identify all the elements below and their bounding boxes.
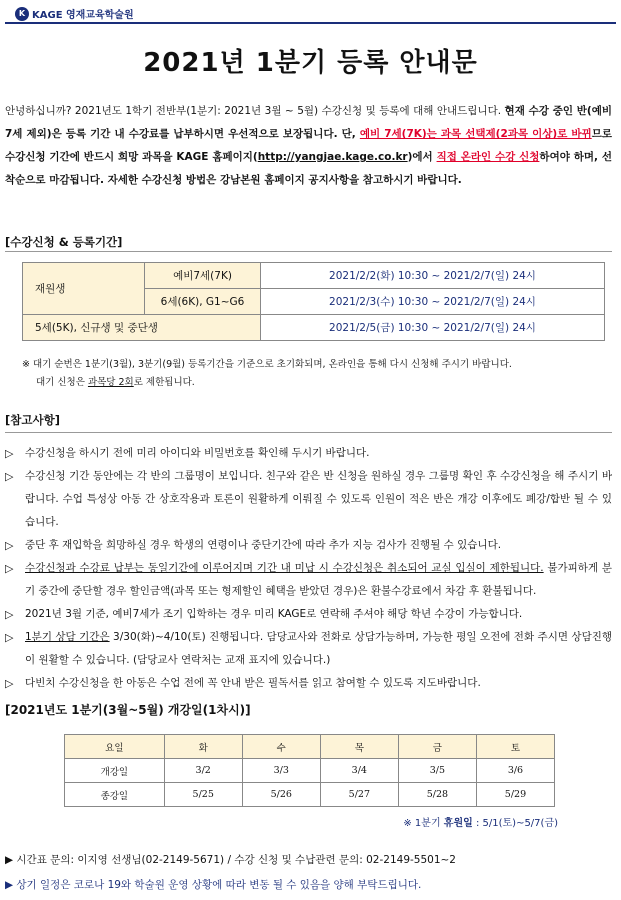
note-line: 대기 신청은 과목당 2회로 제한됩니다.	[36, 377, 195, 388]
intro-priority: 현재 수강 중인 반(예비 7세 제외)은 등록 기간 내 수강료를 납부하시면 우선적으로 보장됩니다. 단,	[5, 105, 612, 140]
group-cell: 예비7세(7K)	[145, 263, 261, 289]
schedule-table	[64, 734, 555, 807]
group-cell: 5세(5K), 신규생 및 중단생	[23, 315, 261, 341]
list-item: ▷ 수강신청 기간 동안에는 각 반의 그룹명이 보입니다. 친구와 같은 반 신청을 원하실 경우 그룹명 확인 후 수강신청을 해 주시기 바랍니다. 수업 특성상 아동 간 상호작용과 토론이 원활하게 이뤄질 수 있도록 인원이 적은 반은 개강 이후에도 폐강/합반 될 수 있습니다.	[5, 465, 612, 534]
note-line: ※ 대기 순번은 1분기(3월), 3분기(9월) 등록기간을 기준으로 초기화되며, 온라인을 통해 다시 신청해 주시기 바랍니다.	[22, 359, 512, 370]
table-row: 개강일 3/2 3/3 3/4 3/5 3/6	[65, 759, 555, 783]
list-item: ▷ 다빈치 수강신청을 한 아동은 수업 전에 꼭 안내 받은 필독서를 읽고 참여할 수 있도록 지도바랍니다.	[5, 672, 612, 695]
period-divider	[5, 251, 612, 252]
page-title: 2021년 1분기 등록 안내문	[143, 48, 478, 78]
holiday-note: ※ 1분기 휴원일 : 5/1(토)~5/7(금)	[403, 818, 558, 829]
table-row: 요일 화 수 목 금 토	[65, 735, 555, 759]
list-item: ▷ 수강신청을 하시기 전에 미리 아이디와 비밀번호를 확인해 두시기 바랍니다.	[5, 442, 612, 465]
intro-greeting: 안녕하십니까? 2021년도 1학기 전반부(1분기: 2021년 3월 ~ 5월) 수강신청 및 등록에 대해 안내드립니다.	[5, 105, 505, 117]
date-cell: 2021/2/3(수) 10:30 ~ 2021/2/7(일) 24시	[261, 289, 605, 315]
list-item: ▷ 2021년 3월 기준, 예비7세가 조기 입학하는 경우 미리 KAGE로 연락해 주셔야 해당 학년 수강이 가능합니다.	[5, 603, 612, 626]
waitlist-note	[22, 356, 612, 392]
table-row	[23, 315, 605, 341]
covid-notice: ▶ 상기 일정은 코로나 19와 학술원 운영 상황에 따라 변동 될 수 있음을 양해 부탁드립니다.	[5, 879, 422, 891]
triangle-bullet-icon: ▷	[5, 562, 14, 575]
intro-text-a: )에서	[407, 151, 437, 163]
triangle-bullet-icon: ▷	[5, 631, 14, 644]
ref-divider	[5, 432, 612, 433]
triangle-bullet-icon: ▷	[5, 539, 14, 552]
list-item: ▷ 수강신청과 수강료 납부는 동일기간에 이루어지며 기간 내 미납 시 수강신청은 취소되어 교실 입실이 제한됩니다. 불가피하게 분기 중간에 중단할 경우 할인금액(과목 또는 형제할인 혜택을 받았던 경우)은 환불수강료에서 차감 후 환불됩니다.	[5, 557, 612, 603]
date-cell: 2021/2/2(화) 10:30 ~ 2021/2/7(일) 24시	[261, 263, 605, 289]
kage-logo-icon: K	[15, 7, 29, 21]
triangle-bullet-icon: ▷	[5, 447, 14, 460]
triangle-bullet-icon: ▷	[5, 608, 14, 621]
period-heading: [수강신청 & 등록기간]	[5, 235, 123, 249]
kage-logo	[15, 6, 134, 21]
list-item: ▷ 1분기 상담 기간은 3/30(화)~4/10(토) 진행됩니다. 담당교사와 전화로 상담가능하며, 가능한 평일 오전에 전화 주시면 상담진행이 원활할 수 있습니다. (담당교사 연락처는 교재 표지에 있습니다.)	[5, 626, 612, 672]
intro-homepage-text: 므로 수강신청 기간에 반드시 희망 과목을 KAGE 홈페이지(	[5, 128, 612, 163]
table-row: 종강일 5/25 5/26 5/27 5/28 5/29	[65, 783, 555, 807]
intro-paragraph	[5, 100, 612, 192]
homepage-link[interactable]: http://yangjae.kage.co.kr	[257, 151, 408, 163]
page-header	[5, 4, 616, 24]
intro-online-apply: 직접 온라인 수강 신청	[436, 151, 540, 163]
contact-info: ▶ 시간표 문의: 이지영 선생님(02-2149-5671) / 수강 신청 및 수납관련 문의: 02-2149-5501~2	[5, 854, 456, 866]
list-item: ▷ 중단 후 재입학을 희망하실 경우 학생의 연령이나 중단기간에 따라 추가 지능 검사가 진행될 수 있습니다.	[5, 534, 612, 557]
table-row	[23, 263, 605, 289]
intro-deadline: 하여야 하며, 선착순으로 마감됩니다. 자세한 수강신청 방법은 강남본원 홈페이지 공지사항을 참고하시기 바랍니다.	[5, 151, 612, 186]
date-cell: 2021/2/5(금) 10:30 ~ 2021/2/7(일) 24시	[261, 315, 605, 341]
intro-pre7-change: 예비 7세(7K)는 과목 선택제(2과목 이상)로 바뀌	[359, 128, 592, 140]
schedule-heading: [2021년도 1분기(3월~5월) 개강일(1차시)]	[5, 703, 251, 717]
org-name: KAGE 영재교육학술원	[32, 10, 134, 21]
triangle-bullet-icon: ▷	[5, 677, 14, 690]
period-table	[22, 262, 605, 341]
enrolled-label: 재원생	[23, 263, 145, 315]
ref-list	[5, 442, 612, 695]
ref-heading: [참고사항]	[5, 413, 60, 427]
group-cell: 6세(6K), G1~G6	[145, 289, 261, 315]
triangle-bullet-icon: ▷	[5, 470, 14, 483]
